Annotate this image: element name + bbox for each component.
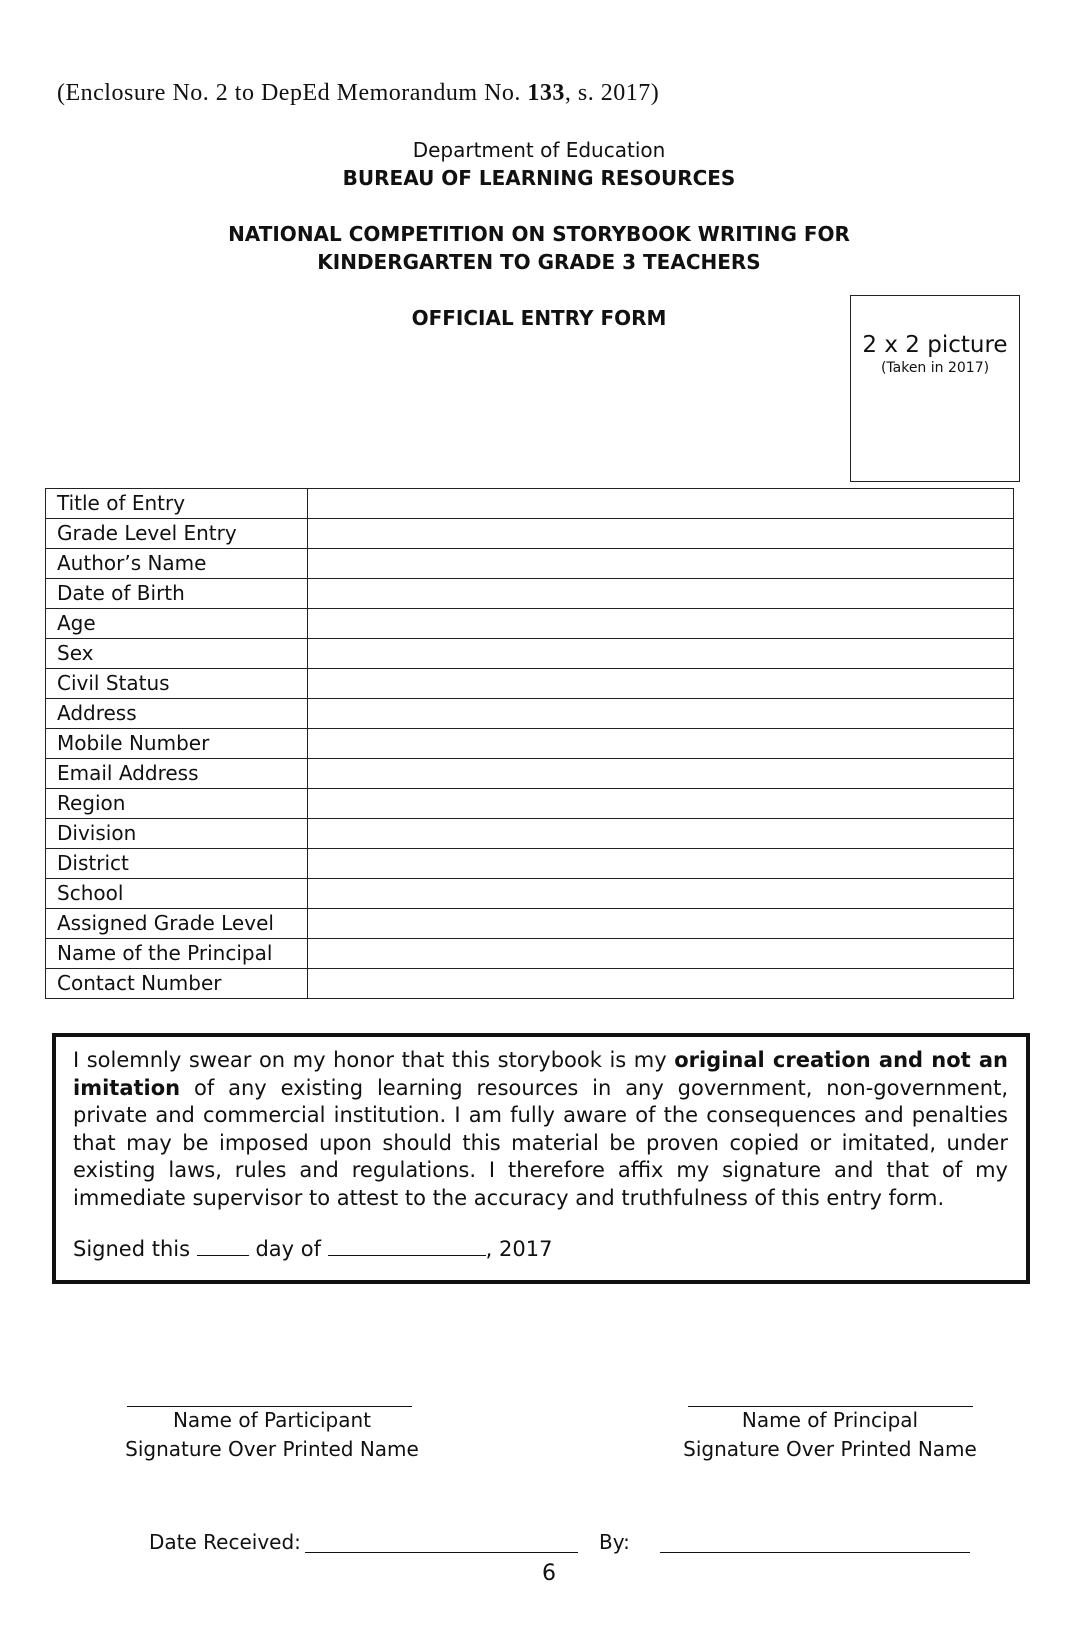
entry-field-value[interactable] <box>308 579 1014 609</box>
entry-field-label: Civil Status <box>46 669 308 699</box>
signed-prefix: Signed this <box>73 1237 191 1261</box>
oath-box <box>52 1033 1030 1284</box>
entry-row <box>46 699 1014 729</box>
participant-name-label: Name of Participant <box>172 1408 372 1432</box>
oath-text-start: I solemnly swear on my honor that this storybook is my <box>73 1048 675 1072</box>
photo-box-note: (Taken in 2017) <box>880 360 990 376</box>
entry-row <box>46 519 1014 549</box>
bureau-name: BUREAU OF LEARNING RESOURCES <box>342 166 736 190</box>
competition-title-line-1: NATIONAL COMPETITION ON STORYBOOK WRITING FOR <box>228 222 850 246</box>
form-title: OFFICIAL ENTRY FORM <box>411 306 667 330</box>
entry-field-value[interactable] <box>308 969 1014 999</box>
received-by-label: By: <box>599 1530 630 1554</box>
entry-row <box>46 879 1014 909</box>
entry-row <box>46 489 1014 519</box>
entry-field-label: Grade Level Entry <box>46 519 308 549</box>
entry-field-value[interactable] <box>308 789 1014 819</box>
entry-field-label: Division <box>46 819 308 849</box>
entry-field-value[interactable] <box>308 879 1014 909</box>
memo-number: 133 <box>527 80 565 106</box>
entry-field-label: District <box>46 849 308 879</box>
signed-middle: day of <box>255 1237 321 1261</box>
entry-field-label: Region <box>46 789 308 819</box>
entry-field-label: School <box>46 879 308 909</box>
enclosure-reference <box>57 80 659 107</box>
entry-field-label: Date of Birth <box>46 579 308 609</box>
photo-box-label: 2 x 2 picture <box>862 332 1008 358</box>
enclosure-suffix: , s. 2017) <box>564 80 660 106</box>
entry-field-label: Name of the Principal <box>46 939 308 969</box>
entry-field-label: Sex <box>46 639 308 669</box>
entry-field-value[interactable] <box>308 729 1014 759</box>
entry-field-label: Age <box>46 609 308 639</box>
oath-text <box>73 1047 1008 1212</box>
month-blank[interactable] <box>328 1235 486 1256</box>
oath-text-end: of any existing learning resources in any government, non-government, private and commercial institution. I am fully aware of the consequences and penalties that may be imposed upon should this material be proven copied or imitated, under existing laws, rules and regulations. I therefore affix my signature and that of my immediate supervisor to attest to the accuracy and truthfulness of this entry form. <box>73 1075 1008 1210</box>
entry-field-label: Author’s Name <box>46 549 308 579</box>
oath-text-emphasis: original creation and not an imitation <box>73 1048 1008 1100</box>
entry-row <box>46 939 1014 969</box>
entry-field-value[interactable] <box>308 519 1014 549</box>
entry-field-value[interactable] <box>308 609 1014 639</box>
entry-row <box>46 669 1014 699</box>
date-received-line[interactable] <box>305 1552 578 1553</box>
entry-row <box>46 759 1014 789</box>
entry-field-value[interactable] <box>308 849 1014 879</box>
entry-field-label: Address <box>46 699 308 729</box>
entry-row <box>46 789 1014 819</box>
day-blank[interactable] <box>197 1235 249 1256</box>
received-by-line[interactable] <box>660 1552 970 1553</box>
principal-signature-caption: Signature Over Printed Name <box>683 1437 977 1461</box>
entry-field-value[interactable] <box>308 819 1014 849</box>
enclosure-prefix: (Enclosure No. 2 to DepEd Memorandum No. <box>57 80 521 106</box>
entry-field-value[interactable] <box>308 669 1014 699</box>
entry-row <box>46 579 1014 609</box>
entry-field-label: Title of Entry <box>46 489 308 519</box>
department-name: Department of Education <box>412 138 666 162</box>
entry-field-label: Email Address <box>46 759 308 789</box>
signed-date-line <box>73 1235 1008 1261</box>
participant-signature-caption: Signature Over Printed Name <box>125 1437 419 1461</box>
participant-signature-label <box>112 1406 432 1464</box>
entry-field-value[interactable] <box>308 909 1014 939</box>
entry-row <box>46 969 1014 999</box>
date-received-label: Date Received: <box>149 1530 301 1554</box>
entry-field-label: Assigned Grade Level <box>46 909 308 939</box>
entry-field-value[interactable] <box>308 699 1014 729</box>
entry-row <box>46 549 1014 579</box>
entry-field-value[interactable] <box>308 939 1014 969</box>
entry-row <box>46 849 1014 879</box>
entry-field-label: Contact Number <box>46 969 308 999</box>
entry-field-value[interactable] <box>308 489 1014 519</box>
signed-year: , 2017 <box>485 1237 553 1261</box>
entry-row <box>46 609 1014 639</box>
page-number: 6 <box>542 1561 556 1586</box>
entry-row <box>46 909 1014 939</box>
entry-details-table <box>45 488 1014 999</box>
entry-row <box>46 639 1014 669</box>
competition-title-line-2: KINDERGARTEN TO GRADE 3 TEACHERS <box>317 250 761 274</box>
entry-field-label: Mobile Number <box>46 729 308 759</box>
photo-box[interactable] <box>850 295 1020 482</box>
entry-field-value[interactable] <box>308 549 1014 579</box>
entry-field-value[interactable] <box>308 639 1014 669</box>
entry-row <box>46 729 1014 759</box>
entry-row <box>46 819 1014 849</box>
principal-name-label: Name of Principal <box>741 1408 919 1432</box>
entry-field-value[interactable] <box>308 759 1014 789</box>
principal-signature-label <box>670 1406 990 1464</box>
